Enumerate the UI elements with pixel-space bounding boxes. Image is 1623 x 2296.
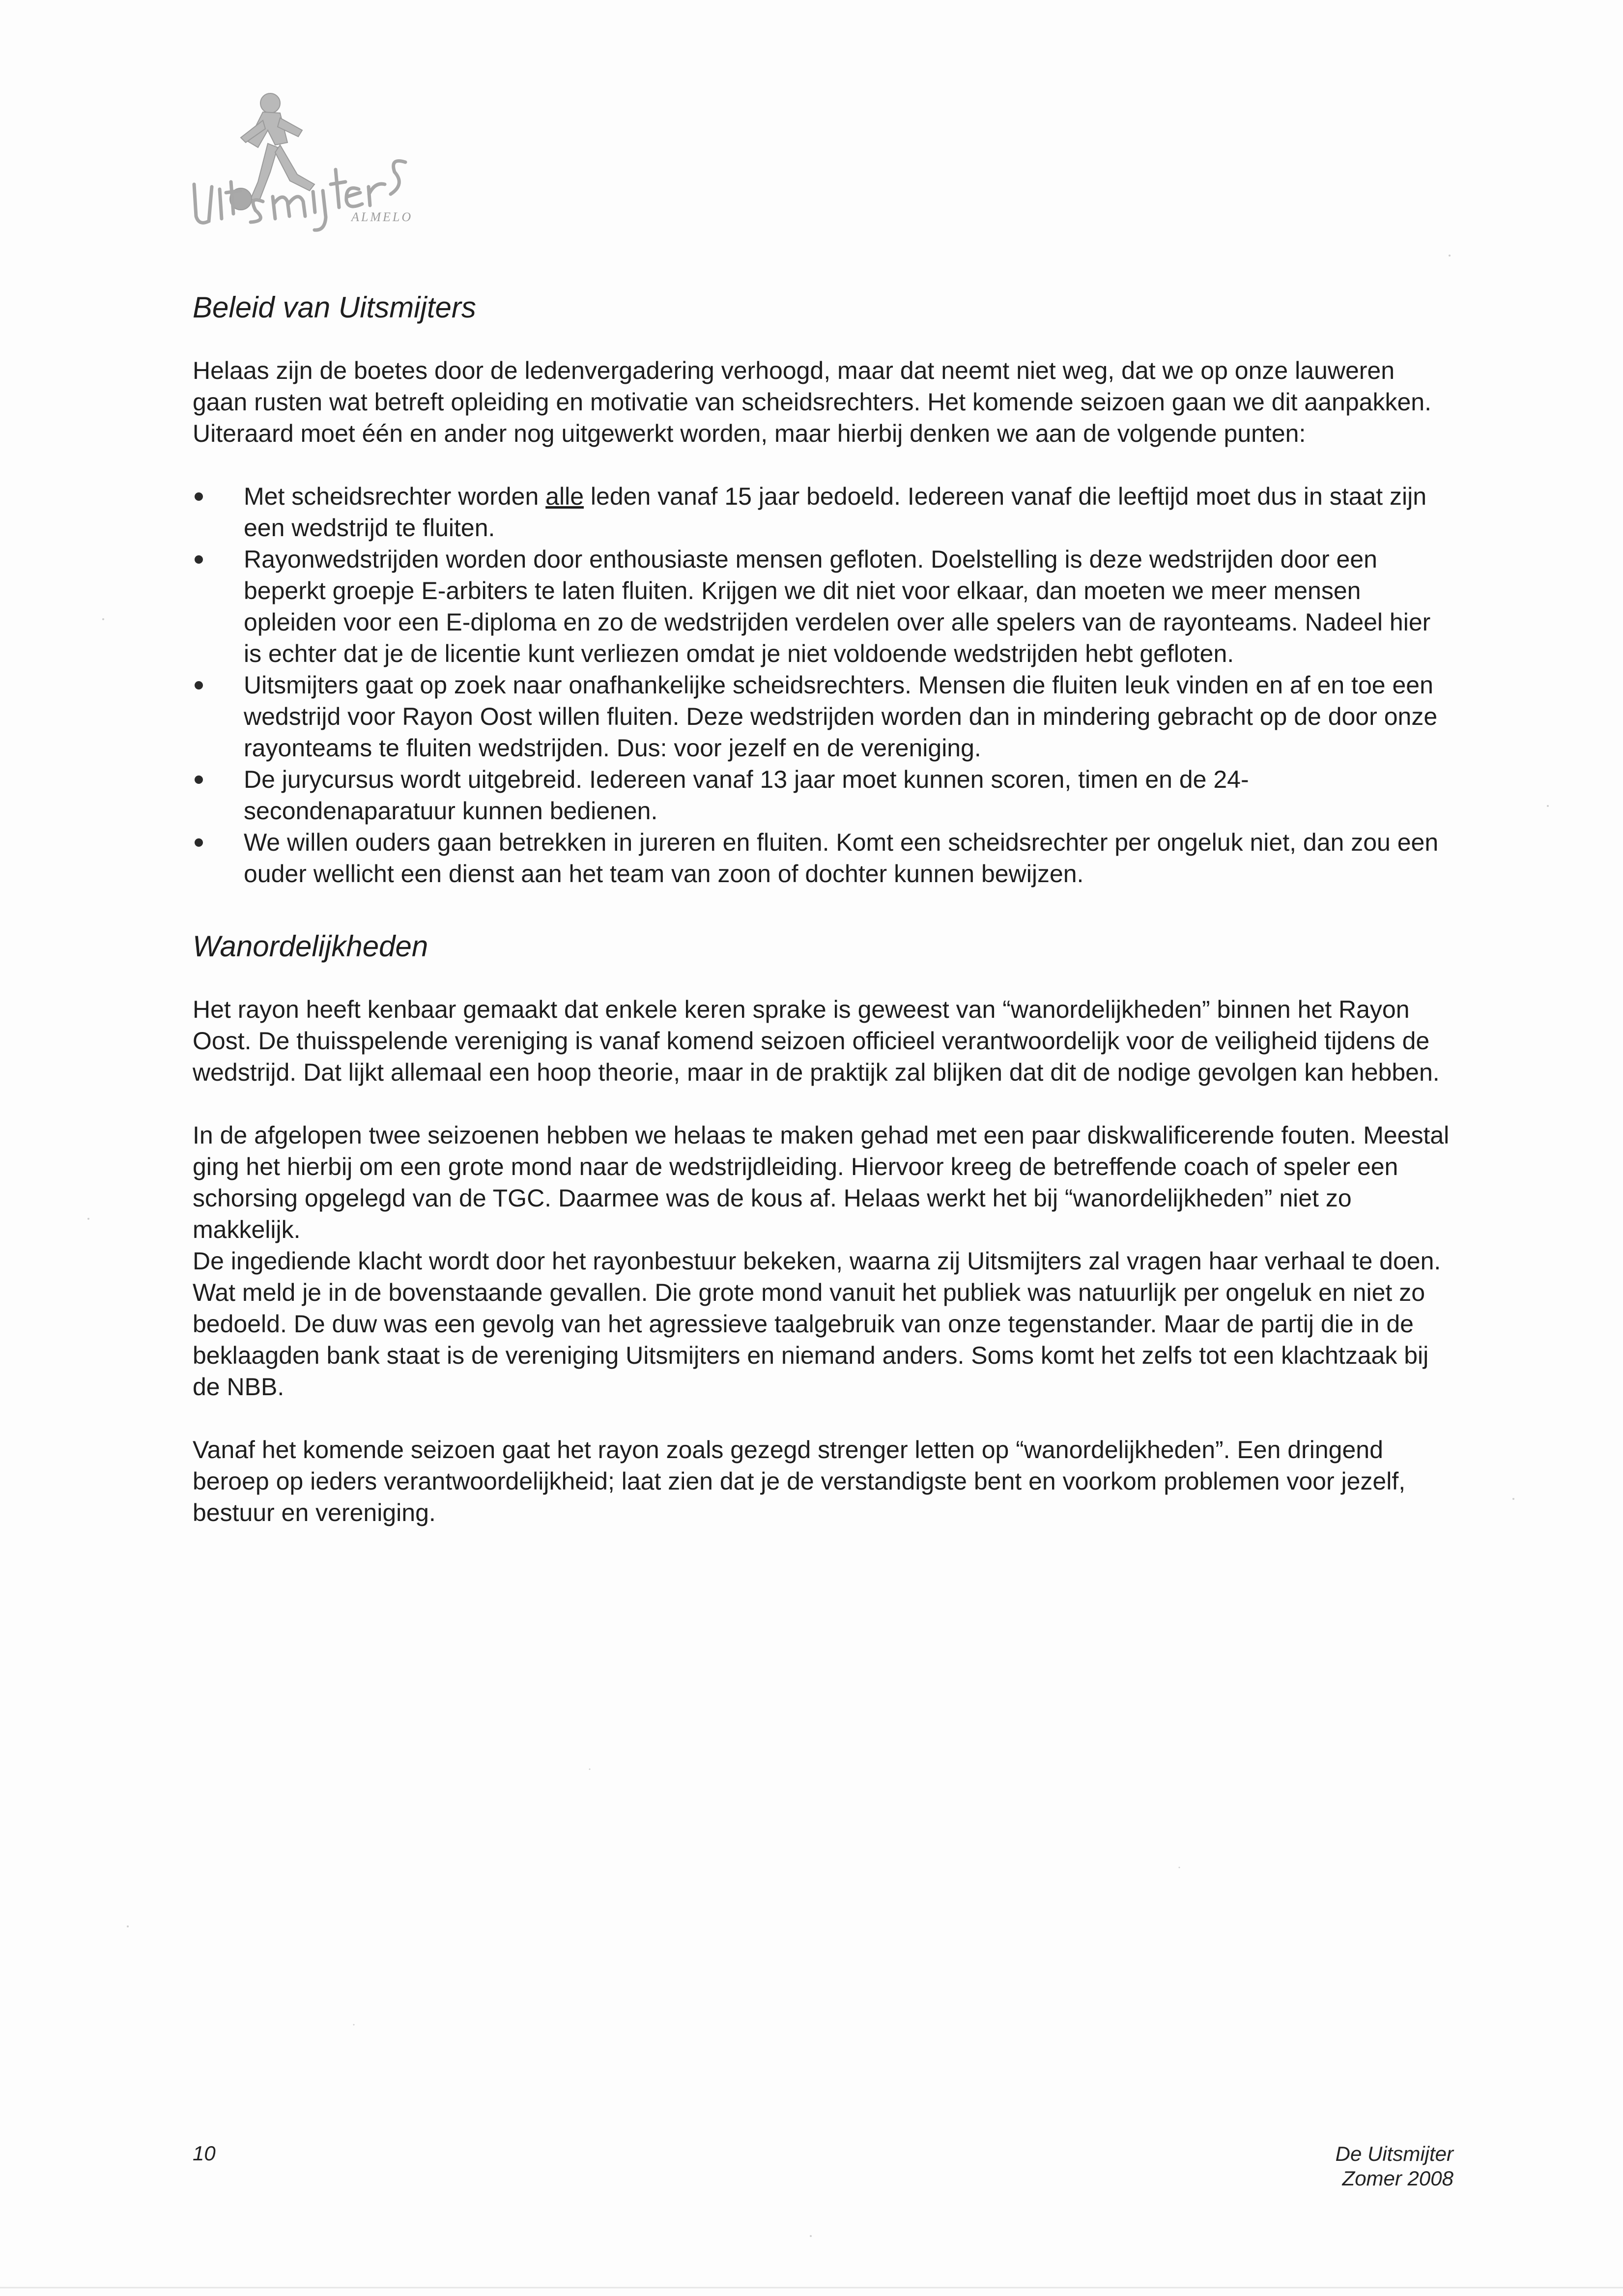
section-title-wanordelijkheden: Wanordelijkheden	[193, 930, 428, 963]
policy-bullet-list	[193, 481, 1451, 890]
bullet-text: We willen ouders gaan betrekken in jureren en fluiten. Komt een scheidsrechter per ongeluk niet, dan zou een ouder wellicht een dienst aan het team van zoon of dochter kunnen bewijzen.	[244, 829, 1439, 888]
intro-paragraph: Helaas zijn de boetes door de ledenvergadering verhoogd, maar dat neemt niet weg, dat we op onze lauweren gaan rusten wat betreft opleiding en motivatie van scheidsrechters. Het komende seizoen gaan we dit aanpakken. Uiteraard moet één en ander nog uitgewerkt worden, maar hierbij denken we aan de volgende punten:	[193, 357, 1431, 447]
paragraph-klacht: De ingediende klacht wordt door het rayonbestuur bekeken, waarna zij Uitsmijters zal vragen haar verhaal te doen. Wat meld je in de bovenstaande gevallen. Die grote mond vanuit het publiek was natuurlijk per ongeluk en niet zo bedoeld. De duw was een gevolg van het agressieve taalgebruik van onze tegenstander. Maar de partij die in de beklaagden bank staat is de vereniging Uitsmijters en niemand anders. Soms komt het zelfs tot een klachtzaak bij de NBB.	[193, 1247, 1441, 1401]
bullet-text-post: leden vanaf 15 jaar bedoeld. Iedereen vanaf die leeftijd moet dus in staat zijn een wedstrijd te fluiten.	[244, 483, 1427, 542]
bullet-icon	[195, 492, 203, 501]
bullet-text: Rayonwedstrijden worden door enthousiaste mensen gefloten. Doelstelling is deze wedstrijden door een beperkt groepje E-arbiters te laten fluiten. Krijgen we dit niet voor elkaar, dan moeten we meer mensen opleiden voor een E-diploma en zo de wedstrijden verdelen over alle spelers van de rayonteams. Nadeel hier is echter dat je de licentie kunt verliezen omdat je niet voldoende wedstrijden hebt gefloten.	[244, 545, 1431, 667]
publication-footer	[1336, 2142, 1453, 2191]
bullet-text: Uitsmijters gaat op zoek naar onafhankelijke scheidsrechters. Mensen die fluiten leuk vinden en af en toe een wedstrijd voor Rayon Oost willen fluiten. Deze wedstrijden worden dan in mindering gebracht op de door onze rayonteams te fluiten wedstrijden. Dus: voor jezelf en de vereniging.	[244, 671, 1438, 762]
section-title-beleid: Beleid van Uitsmijters	[193, 291, 476, 324]
bullet-text-underlined: alle	[545, 483, 584, 510]
bullet-icon	[195, 555, 203, 564]
paragraph-rayon: Het rayon heeft kenbaar gemaakt dat enkele keren sprake is geweest van “wanordelijkheden” binnen het Rayon Oost. De thuisspelende vereniging is vanaf komend seizoen officieel verantwoordelijk voor de veiligheid tijdens de wedstrijd. Dat lijkt allemaal een hoop theorie, maar in de praktijk zal blijken dat dit de nodige gevolgen kan hebben.	[193, 996, 1440, 1086]
uitsmijters-logo	[189, 84, 425, 236]
list-item	[193, 764, 1451, 827]
list-item	[193, 669, 1451, 764]
list-item	[193, 544, 1451, 669]
bullet-icon	[195, 775, 203, 784]
paragraph-oproep: Vanaf het komende seizoen gaat het rayon zoals gezegd strenger letten op “wanordelijkheden”. Een dringend beroep op ieders verantwoordelijkheid; laat zien dat je de verstandigste bent en voorkom problemen voor jezelf, bestuur en vereniging.	[193, 1436, 1406, 1526]
svg-text:ALMELO: ALMELO	[351, 210, 413, 224]
list-item	[193, 827, 1451, 890]
logo-graphic	[189, 84, 425, 236]
publication-name: De Uitsmijter	[1335, 2142, 1453, 2165]
bullet-text-pre: Met scheidsrechter worden	[244, 483, 546, 510]
article-content	[193, 290, 1451, 1528]
paragraph-seizoenen: In de afgelopen twee seizoenen hebben we helaas te maken gehad met een paar diskwalificerende fouten. Meestal ging het hierbij om een grote mond naar de wedstrijdleiding. Hiervoor kreeg de betreffende coach of speler een schorsing opgelegd van de TGC. Daarmee was de kous af. Helaas werkt het bij “wanordelijkheden” niet zo makkelijk.	[193, 1121, 1450, 1243]
publication-issue: Zomer 2008	[1342, 2167, 1453, 2190]
bullet-icon	[195, 681, 203, 689]
list-item	[193, 481, 1451, 544]
bullet-icon	[195, 838, 203, 847]
page-number: 10	[193, 2142, 216, 2165]
bullet-text: De jurycursus wordt uitgebreid. Iedereen vanaf 13 jaar moet kunnen scoren, timen en de 24-secondenaparatuur kunnen bedienen.	[244, 766, 1249, 825]
